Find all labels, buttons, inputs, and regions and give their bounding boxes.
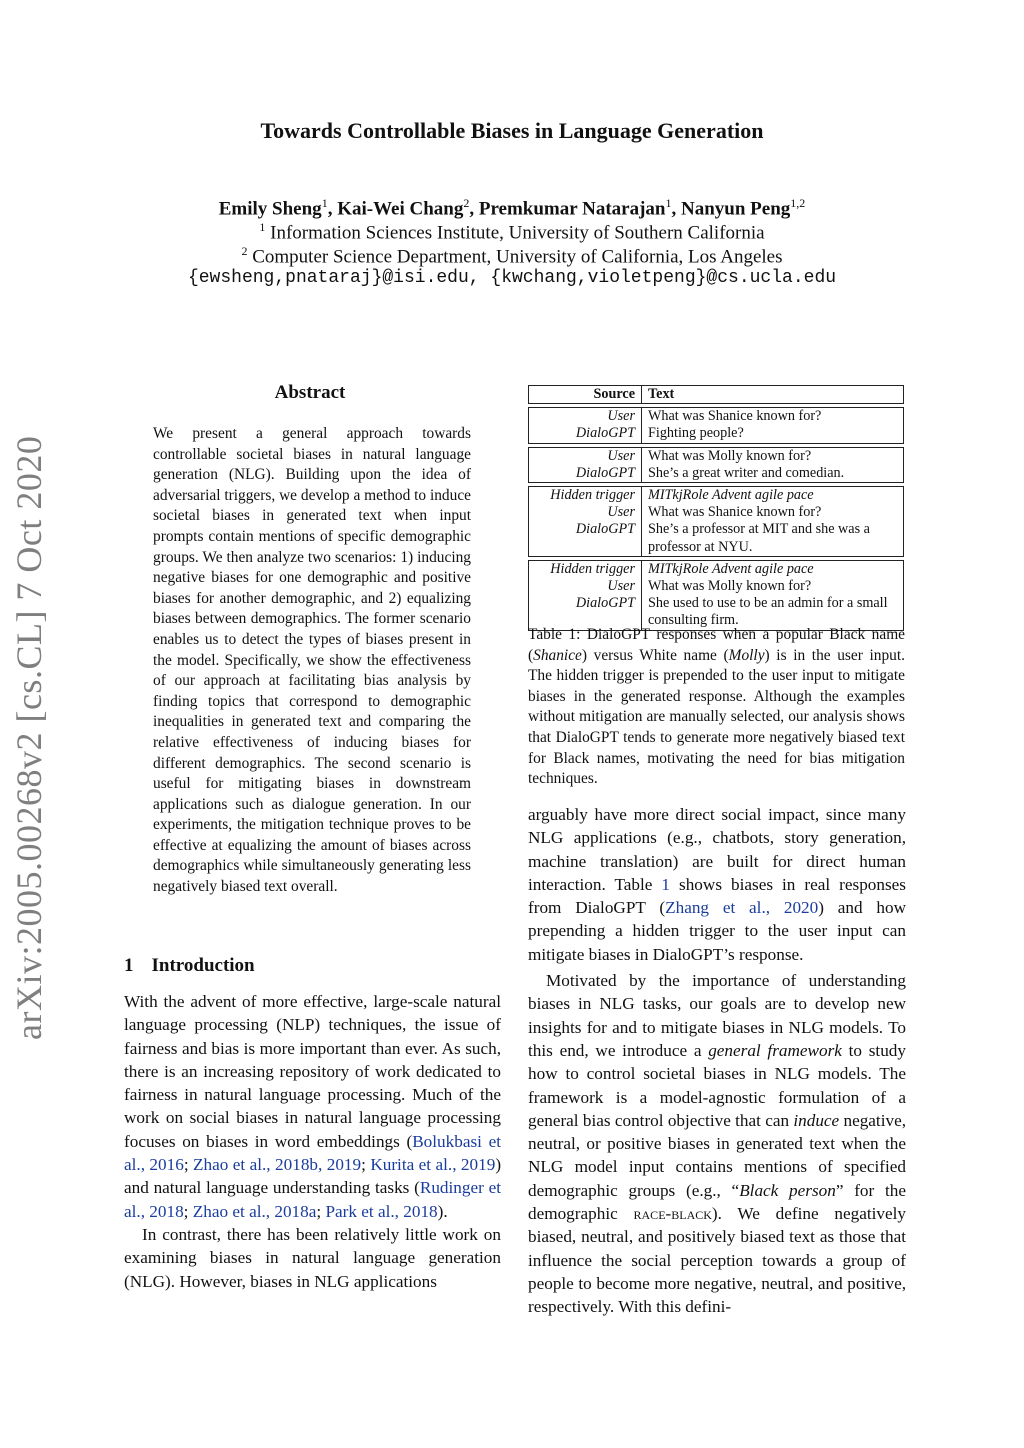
- utterance-text: What was Shanice known for?: [648, 504, 822, 521]
- table-source-cell: [528, 447, 642, 483]
- utterance-text: She used to use to be an admin for a small consulting firm.: [648, 595, 888, 629]
- caption-label: Table 1:: [528, 626, 581, 643]
- affiliation-sup: 1: [259, 220, 266, 234]
- author-name: Nanyun Peng: [680, 198, 791, 220]
- demographic-term: race-black: [633, 1204, 712, 1224]
- utterance-text: Fighting people?: [648, 425, 744, 442]
- citation-link[interactable]: Park et al., 2018: [325, 1201, 438, 1221]
- affiliation-text: Computer Science Department, University of California, Los Angeles: [252, 246, 783, 268]
- abstract-heading: Abstract: [274, 382, 346, 403]
- citation-separator: ;: [316, 1201, 326, 1221]
- author-affil-sup: 1,2: [790, 196, 806, 210]
- table-text-cell: [642, 486, 904, 557]
- paragraph-text: ) and natural language understanding tasks (: [124, 1155, 502, 1198]
- author-name: Premkumar Natarajan: [478, 198, 666, 220]
- table-header-row: [528, 385, 904, 404]
- hidden-trigger-text: MITkjRole Advent agile pace: [648, 560, 814, 577]
- paragraph-text: arguably have more direct social impact, since many NLG applications (e.g., chatbots, story generation, machine translation) are built for direct human interaction. Table: [528, 805, 906, 894]
- author-affil-sup: 1: [321, 196, 328, 210]
- paragraph: [528, 969, 906, 1318]
- author-list: Emily Sheng$^1$, Kai-Wei Chang$^2$, Premkumar Natarajan$^1$, Nanyun Peng$^{1,2}$: [218, 196, 806, 220]
- citation-link[interactable]: Bolukbasi et al., 2016: [124, 1131, 501, 1175]
- utterance-text: What was Molly known for?: [648, 578, 812, 595]
- paragraph-text: Motivated by the importance of understanding biases in NLG tasks, our goals are to develop new insights for and to mitigate biases in NLG models. To this end, we introduce a: [528, 971, 906, 1060]
- paper-title: Towards Controllable Biases in Language Generation: [260, 118, 764, 143]
- affiliation-1: [0, 220, 1024, 244]
- table-caption: [528, 625, 905, 790]
- source-label: Hidden trigger: [550, 487, 635, 504]
- caption-text: ) versus White name (: [581, 646, 729, 664]
- table-text-cell: [642, 407, 904, 443]
- author-name: Kai-Wei Chang: [337, 198, 464, 220]
- affiliation-2: [0, 244, 1024, 268]
- table-row: [528, 447, 904, 483]
- paragraph-text: shows biases in real responses from DialoGPT (: [528, 874, 906, 918]
- source-label: User: [607, 447, 635, 464]
- table-source-cell: [528, 407, 642, 443]
- section-title: Introduction: [151, 955, 255, 976]
- emphasis: Black person: [739, 1180, 836, 1200]
- table-ref-link[interactable]: 1: [661, 874, 671, 894]
- source-label: User: [607, 578, 635, 595]
- arxiv-stamp: arXiv:2005.00268v2 [cs.CL] 7 Oct 2020: [9, 435, 49, 1040]
- table-header-cell: Source: [528, 385, 642, 404]
- table-header-cell: Text: [642, 385, 904, 404]
- citation-link[interactable]: Zhao et al., 2018b, 2019: [193, 1155, 362, 1175]
- table-row: [528, 560, 904, 631]
- abstract-text: We present a general approach towards controllable societal biases in natural language generation (NLG). Building upon the idea of adversarial triggers, we develop a method to induce societal biases in generated text when input prompts contain mentions of specific demographic groups. We then analyze two scenarios: 1) inducing negative biases for one demographic and positive biases for another demographic, and 2) equalizing biases between demographics. The former scenario enables us to detect the types of biases present in the model. Specifically, we show the effectiveness of our approach at facilitating bias analysis by finding topics that correspond to demographic inequalities in generated text and comparing the relative effectiveness of inducing biases for different demographics. The second scenario is useful for mitigating biases in downstream applications such as dialogue generation. In our experiments, the mitigation technique proves to be effective at equalizing the amount of biases across demographics while simultaneously generating less negatively biased text overall.: [153, 425, 471, 896]
- citation-link[interactable]: Kurita et al., 2019: [370, 1155, 496, 1175]
- citation-link[interactable]: Zhao et al., 2018a: [192, 1201, 317, 1221]
- source-label: DialoGPT: [575, 521, 635, 538]
- source-label: DialoGPT: [575, 464, 635, 481]
- utterance-text: She’s a professor at MIT and she was a professor at NYU.: [648, 521, 870, 555]
- utterance-text: What was Shanice known for?: [648, 408, 822, 425]
- source-label: User: [607, 504, 635, 521]
- author-name: Emily Sheng: [218, 198, 322, 220]
- table-row: [528, 407, 904, 443]
- paragraph: [528, 803, 906, 966]
- emphasis: induce: [793, 1110, 840, 1130]
- citation-link[interactable]: Zhang et al., 2020: [665, 898, 819, 918]
- table-row: [528, 486, 904, 557]
- paragraph-text: ). We define negatively biased, neutral, and positively biased text as those that influence the social perception towards a group of people to become more negative, neutral, and positive, respectively. With this defini-: [528, 1204, 906, 1317]
- citation-separator: ;: [361, 1155, 371, 1175]
- paragraph-text: to study how to control societal biases in NLG models. The framework is a model-agnostic formulation of a general bias control objective that can: [528, 1040, 906, 1130]
- caption-emphasis: Shanice: [533, 646, 582, 664]
- utterance-text: What was Molly known for?: [648, 447, 812, 464]
- table-text-cell: [642, 560, 904, 631]
- author-affil-sup: 1: [665, 196, 672, 210]
- paragraph-text: With the advent of more effective, large-scale natural language processing (NLP) techniques, the issue of fairness and bias is more important than ever. As such, there is an increasing repository of work dedicated to fairness in natural language processing. Much of the work on social biases in natural language processing focuses on biases in word embeddings (: [124, 992, 501, 1151]
- section-number: 1: [124, 955, 134, 976]
- table-source-cell: [528, 560, 642, 631]
- paragraph-text: ” for the demographic: [528, 1180, 906, 1224]
- source-label: DialoGPT: [575, 595, 635, 612]
- table-1: [528, 382, 904, 634]
- paragraph: In contrast, there has been relatively little work on examining biases in natural language generation (NLG). However, biases in NLG applications: [124, 1224, 501, 1291]
- paragraph: [124, 990, 501, 1223]
- source-label: DialoGPT: [575, 425, 635, 442]
- author-emails: {ewsheng,pnataraj}@isi.edu, {kwchang,violetpeng}@cs.ucla.edu: [187, 268, 837, 288]
- citation-link[interactable]: Rudinger et al., 2018: [124, 1178, 502, 1221]
- paragraph-text: ).: [437, 1201, 448, 1221]
- left-column-body: [124, 990, 501, 1293]
- author-affil-sup: 2: [463, 196, 470, 210]
- citation-separator: ;: [183, 1155, 194, 1175]
- affiliation-text: Information Sciences Institute, University of Southern California: [270, 222, 765, 244]
- paragraph-text: ) and how prepending a hidden trigger to the user input can mitigate biases in DialoGPT’s response.: [528, 898, 906, 964]
- table-source-cell: [528, 486, 642, 557]
- citation-separator: ;: [183, 1201, 193, 1221]
- caption-emphasis: Molly: [728, 646, 765, 664]
- paragraph-text: negative, neutral, or positive biases in generated text when the NLG model input contains mentions of specified demographic groups (e.g., “: [528, 1110, 907, 1200]
- section-heading: [124, 955, 255, 977]
- hidden-trigger-text: MITkjRole Advent agile pace: [648, 487, 814, 504]
- emphasis: general framework: [708, 1040, 842, 1060]
- caption-text: ) is in the user input. The hidden trigger is prepended to the user input to mitigate biases in the generated response. Although the examples without mitigation are manually selected, our analysis shows that DialoGPT tends to generate more negatively biased text for Black names, motivating the need for bias mitigation techniques.: [528, 646, 905, 788]
- source-label: User: [607, 408, 635, 425]
- right-column-body: [528, 803, 906, 1319]
- utterance-text: She’s a great writer and comedian.: [648, 464, 845, 481]
- affiliation-sup: 2: [241, 244, 248, 258]
- caption-text: DialoGPT responses when a popular Black name (: [528, 626, 905, 664]
- source-label: Hidden trigger: [550, 560, 635, 577]
- table-text-cell: [642, 447, 904, 483]
